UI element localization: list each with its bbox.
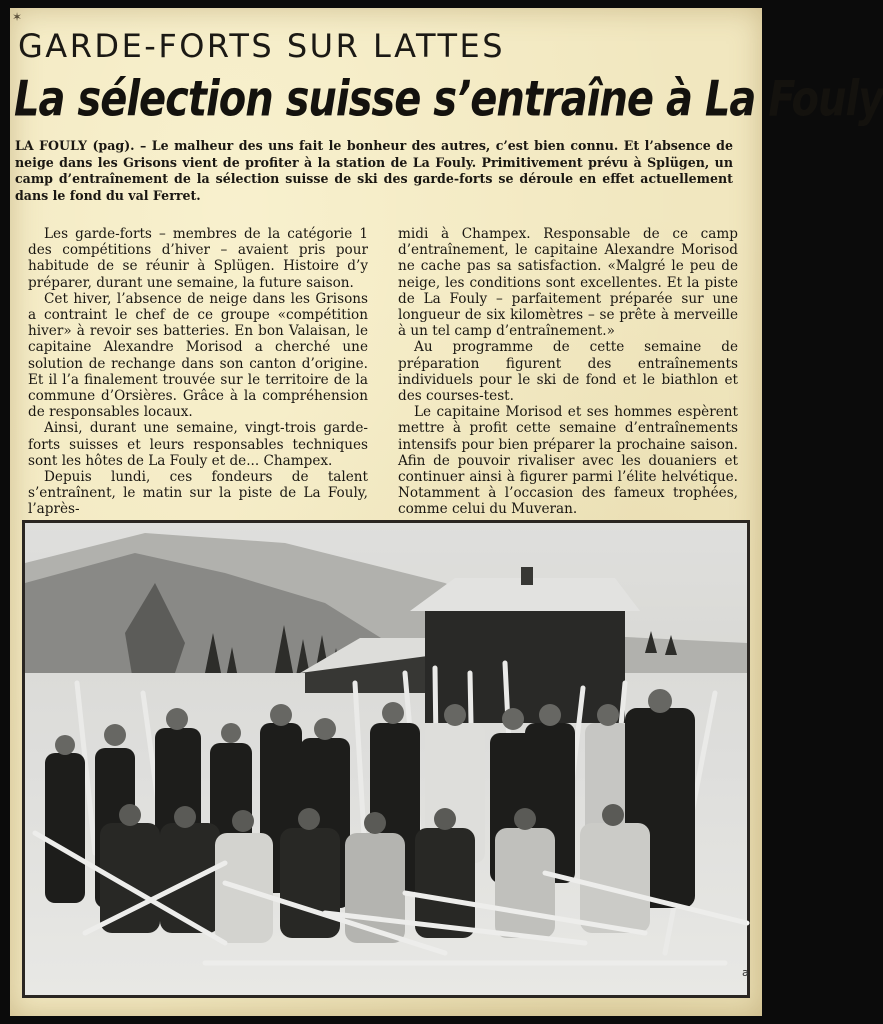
article-photo <box>22 520 750 998</box>
body-paragraph: midi à Champex. Responsable de ce camp d’entraînement, le capitaine Alexandre Morisod ne cache pas sa satisfaction. «Malgré le peu de neige, les conditions sont excellentes. Et la piste de La Fouly – parfaitement préparée sur une longueur de six kilomètres – se prête à merveille à un tel camp d’entraînement.» <box>398 226 738 340</box>
article-lead: LA FOULY (pag). – Le malheur des uns fait le bonheur des autres, c’est bien connu. Et l’absence de neige dans les Grisons vient de profiter à la station de La Fouly. Primitivement prévu à Splügen, un camp d’entraînement de la sélection suisse de ski des garde-forts se déroule en effet actuellement dans le fond du val Ferret. <box>15 138 733 203</box>
photo-illustration <box>25 523 747 995</box>
body-paragraph: Ainsi, durant une semaine, vingt-trois garde-forts suisses et leurs responsables techniques sont les hôtes de La Fouly et de... Champex. <box>28 420 368 469</box>
newspaper-clipping <box>10 8 883 1016</box>
article-kicker: GARDE-FORTS SUR LATTES <box>18 27 506 65</box>
body-paragraph: Au programme de cette semaine de préparation figurent des entraînements individuels pour le ski de fond et le biathlon et des courses-test. <box>398 339 738 405</box>
corner-mark: ✶ <box>12 10 23 24</box>
body-paragraph: Les garde-forts – membres de la catégorie 1 des compétitions d’hiver – avaient pris pour habitude de se réunir à Splügen. Histoire d’y préparer, durant une semaine, la future saison. <box>28 226 368 291</box>
body-paragraph: Cet hiver, l’absence de neige dans les Grisons a contraint le chef de ce groupe «compétition hiver» à revoir ses batteries. En bon Valaisan, le capitaine Alexandre Morisod a cherché une solution de rechange dans son canton d’origine. Et il l’a finalement trouvée sur le territoire de la commune d’Orsières. Grâce à la compréhension de responsables locaux. <box>28 290 368 421</box>
body-paragraph: Le capitaine Morisod et ses hommes espèrent mettre à profit cette semaine d’entraînements intensifs pour bien préparer la prochaine saison. Afin de pouvoir rivaliser avec les douaniers et continuer ainsi à figurer parmi l’élite helvétique. Notamment à l’occasion des fameux trophées, comme celui du Muveran. <box>398 404 738 518</box>
body-paragraph: Depuis lundi, ces fondeurs de talent s’entraînent, le matin sur la piste de La Fouly, l’après- <box>28 469 368 518</box>
edge-fragment-text: a <box>742 966 749 979</box>
article-body <box>28 226 738 516</box>
article-headline: La sélection suisse s’entraîne à La Fouly <box>14 71 883 128</box>
body-column-right <box>398 226 738 516</box>
body-column-left <box>28 226 368 516</box>
